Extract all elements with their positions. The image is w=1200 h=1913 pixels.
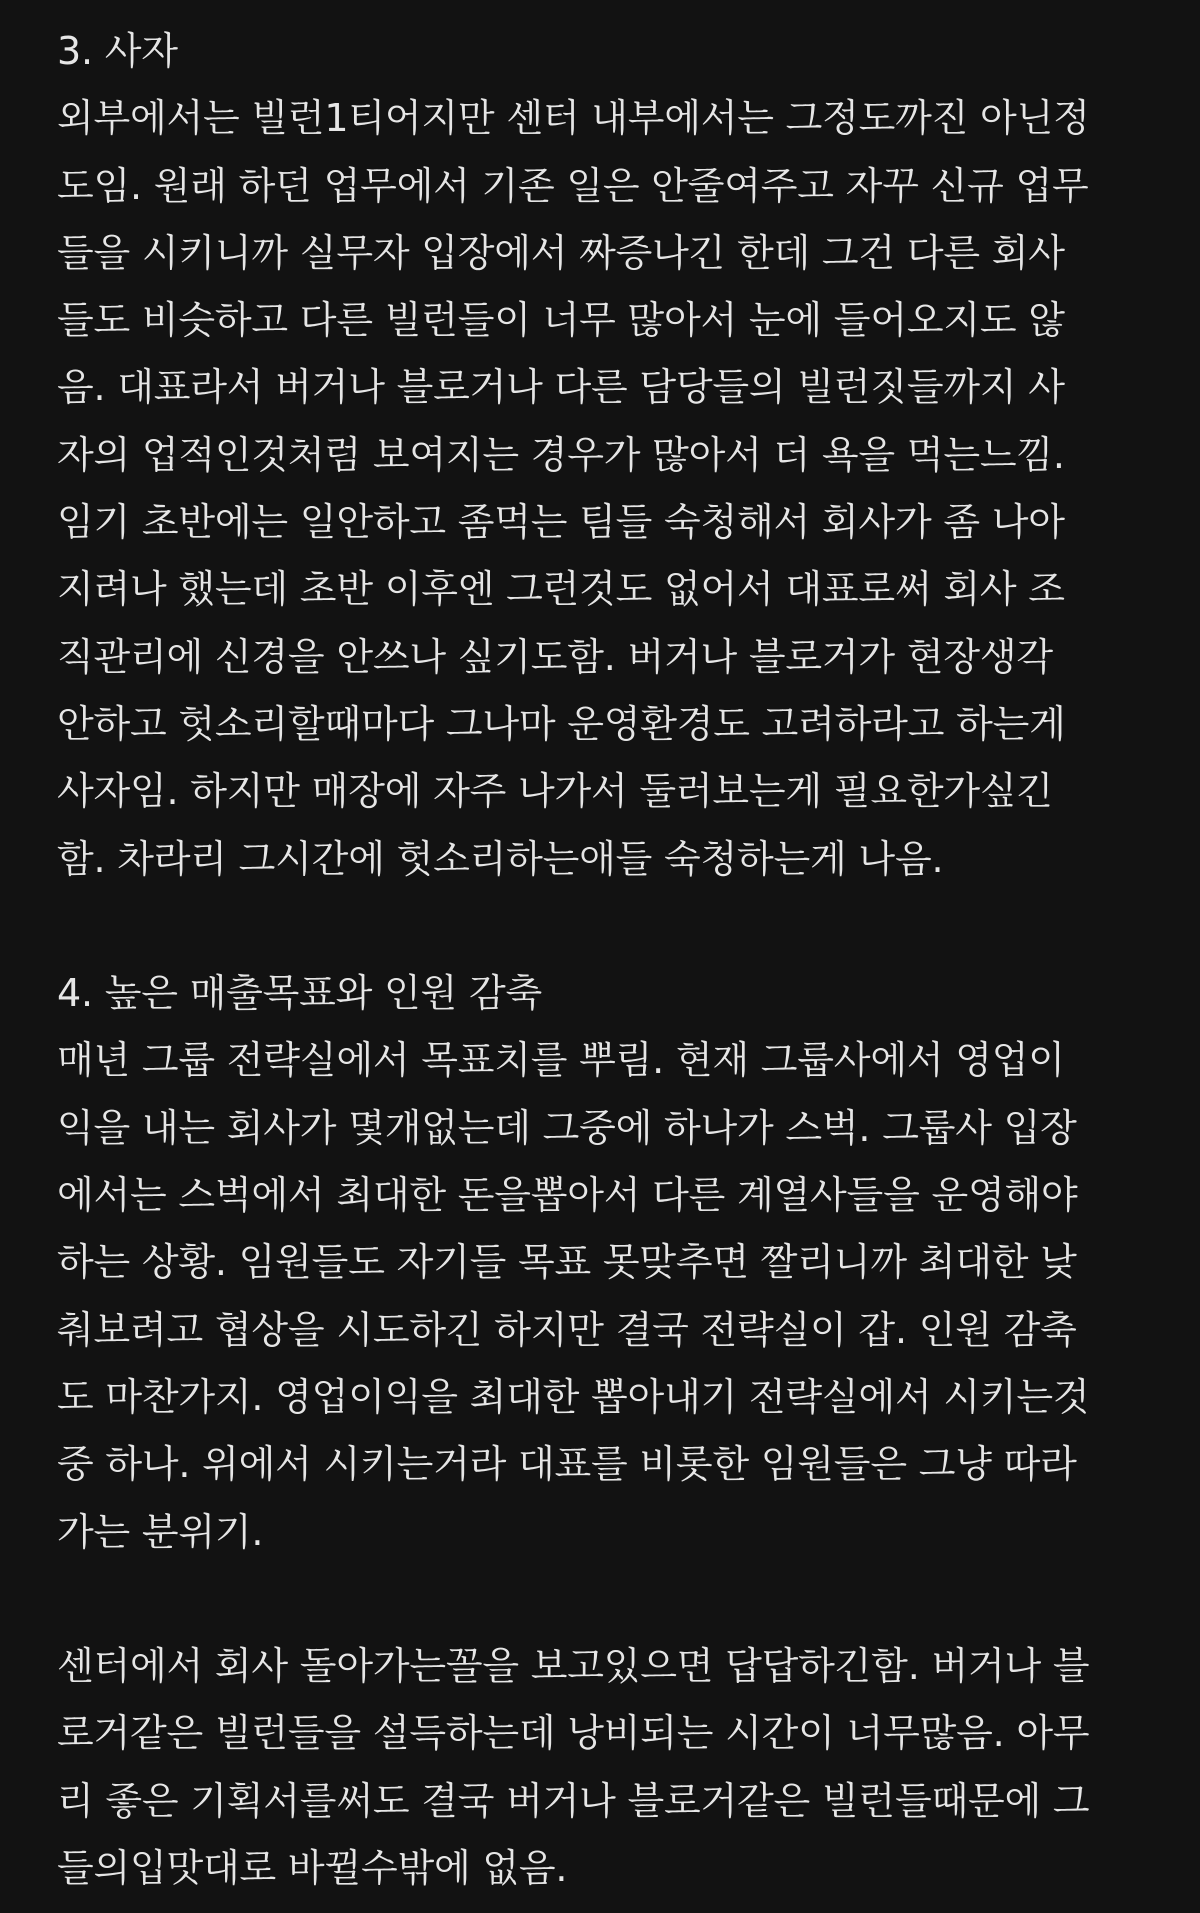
body-line: 사자임. 하지만 매장에 자주 나가서 둘러보는게 필요한가싶긴 bbox=[57, 769, 1053, 814]
body-line: 안하고 헛소리할때마다 그나마 운영환경도 고려하라고 하는게 bbox=[57, 701, 1066, 746]
paragraph-gap bbox=[57, 893, 1167, 960]
body-line: 임기 초반에는 일안하고 좀먹는 팀들 숙청해서 회사가 좀 나아 bbox=[57, 500, 1065, 545]
body-line: 지려나 했는데 초반 이후엔 그런것도 없어서 대표로써 회사 조 bbox=[57, 567, 1065, 612]
body-line: 춰보려고 협상을 시도하긴 하지만 결국 전략실이 갑. 인원 감축 bbox=[57, 1307, 1077, 1352]
section-heading: 4. 높은 매출목표와 인원 감축 bbox=[57, 971, 542, 1016]
body-line: 가는 분위기. bbox=[57, 1509, 264, 1554]
paragraph-gap bbox=[57, 1566, 1167, 1633]
body-line: 자의 업적인것처럼 보여지는 경우가 많아서 더 욕을 먹는느낌. bbox=[57, 432, 1065, 477]
body-line: 매년 그룹 전략실에서 목표치를 뿌림. 현재 그룹사에서 영업이 bbox=[57, 1038, 1065, 1083]
body-line: 직관리에 신경을 안쓰나 싶기도함. 버거나 블로거가 현장생각 bbox=[57, 634, 1053, 679]
body-line: 도임. 원래 하던 업무에서 기존 일은 안줄여주고 자꾸 신규 업무 bbox=[57, 163, 1089, 208]
body-line: 외부에서는 빌런1티어지만 센터 내부에서는 그정도까진 아닌정 bbox=[57, 96, 1090, 141]
body-line: 리 좋은 기획서를써도 결국 버거나 블로거같은 빌런들때문에 그 bbox=[57, 1778, 1090, 1823]
body-line: 들도 비슷하고 다른 빌런들이 너무 많아서 눈에 들어오지도 않 bbox=[57, 298, 1065, 343]
body-line: 도 마찬가지. 영업이익을 최대한 뽑아내기 전략실에서 시키는것 bbox=[57, 1374, 1090, 1419]
body-line: 들의입맛대로 바뀔수밖에 없음. bbox=[57, 1846, 568, 1891]
section-heading: 3. 사자 bbox=[57, 29, 178, 73]
body-line: 들을 시키니까 실무자 입장에서 짜증나긴 한데 그건 다른 회사 bbox=[57, 230, 1065, 275]
body-line: 중 하나. 위에서 시키는거라 대표를 비롯한 임원들은 그냥 따라 bbox=[57, 1442, 1077, 1487]
body-line: 로거같은 빌런들을 설득하는데 낭비되는 시간이 너무많음. 아무 bbox=[57, 1711, 1090, 1756]
body-line: 음. 대표라서 버거나 블로거나 다른 담당들의 빌런짓들까지 사 bbox=[57, 365, 1065, 410]
body-line: 익을 내는 회사가 몇개없는데 그중에 하나가 스벅. 그룹사 입장 bbox=[57, 1105, 1077, 1150]
body-line: 함. 차라리 그시간에 헛소리하는애들 숙청하는게 나음. bbox=[57, 836, 944, 881]
body-line: 하는 상황. 임원들도 자기들 목표 못맞추면 짤리니까 최대한 낮 bbox=[57, 1240, 1077, 1285]
body-line: 에서는 스벅에서 최대한 돈을뽑아서 다른 계열사들을 운영해야 bbox=[57, 1173, 1078, 1218]
post-body bbox=[57, 18, 1167, 1902]
body-line: 센터에서 회사 돌아가는꼴을 보고있으면 답답하긴함. 버거나 블 bbox=[57, 1644, 1090, 1689]
